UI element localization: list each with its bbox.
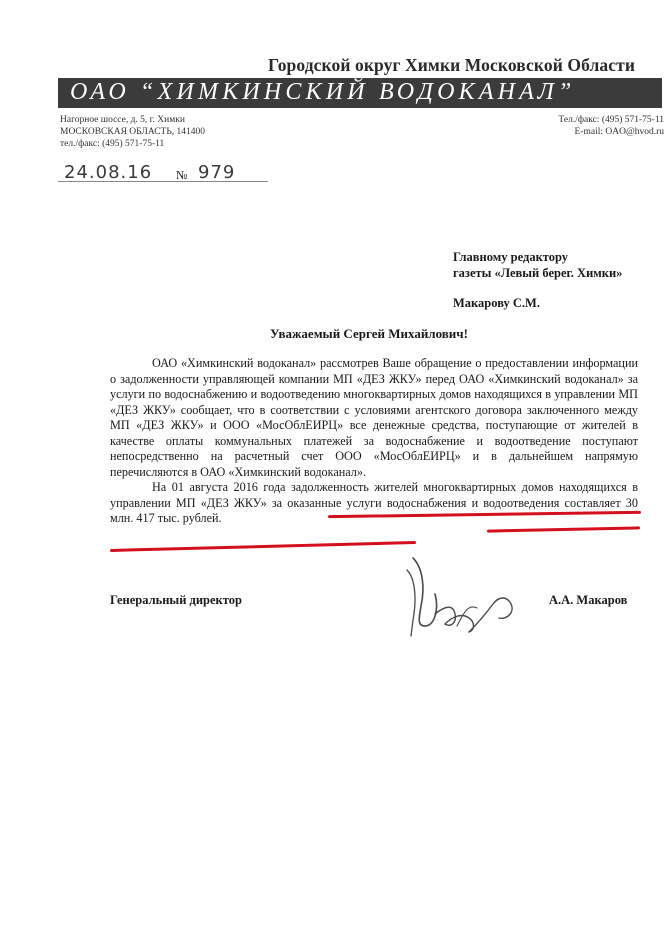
salutation: Уважаемый Сергей Михайлович! (270, 326, 468, 341)
addressee-line-1: Главному редактору (453, 250, 569, 264)
contact-phone: Тел./факс: (495) 571-75-11 (558, 115, 664, 125)
addressee-line-2: газеты «Левый берег. Химки» (453, 266, 623, 280)
contact-email: E-mail: OAO@hvod.ru (574, 127, 664, 137)
registration-date: 24.08.16 (64, 162, 153, 183)
letter-body (110, 356, 638, 527)
registration-number: 979 (198, 162, 236, 183)
signatory-title: Генеральный директор (110, 593, 242, 607)
municipality-heading: Городской округ Химки Московской Области (268, 55, 635, 75)
highlight-underline (487, 526, 640, 532)
registration-underline (58, 181, 268, 182)
company-address (60, 114, 205, 150)
signatory-name: А.А. Макаров (549, 593, 628, 607)
highlight-underline (110, 541, 416, 552)
paragraph-2: На 01 августа 2016 года задолженность жителей многоквартирных домов находящихся в управлении МП «ДЕЗ ЖКУ» за оказанные услуги водоснабжения и водоотведения составляет 30 млн. 417 тыс. рублей. (110, 480, 638, 525)
address-line: Нагорное шоссе, д. 5, г. Химки (60, 115, 185, 125)
address-line: МОСКОВСКАЯ ОБЛАСТЬ, 141400 (60, 127, 206, 137)
paragraph-1: ОАО «Химкинский водоканал» рассмотрев Ваше обращение о предоставлении информации о задолженности управляющей компании МП «ДЕЗ ЖКУ» перед ОАО «Химкинский водоканал» за услуги по водоснабжению и водоотведению многоквартирных домов находящихся в управлении МП «ДЕЗ ЖКУ» сообщает, что в соответствии с условиями агентского договора заключенного между МП «ДЕЗ ЖКУ» и ООО «МосОблЕИРЦ» все денежные средства, поступающие от жителей в качестве оплаты коммунальных платежей за водоснабжение и водоотведение поступают непосредственно на расчетный счет ООО «МосОблЕИРЦ» и в дальнейшем напрямую перечисляются в ОАО «Химкинский водоканал». (110, 356, 638, 479)
address-line: тел./факс: (495) 571-75-11 (60, 139, 165, 149)
registration-number-sign: № (176, 168, 188, 182)
company-name: ОАО “ХИМКИНСКИЙ ВОДОКАНАЛ” (70, 79, 576, 105)
handwritten-signature (395, 548, 525, 648)
addressee-name: Макарову С.М. (453, 296, 540, 310)
company-contacts (558, 114, 664, 138)
